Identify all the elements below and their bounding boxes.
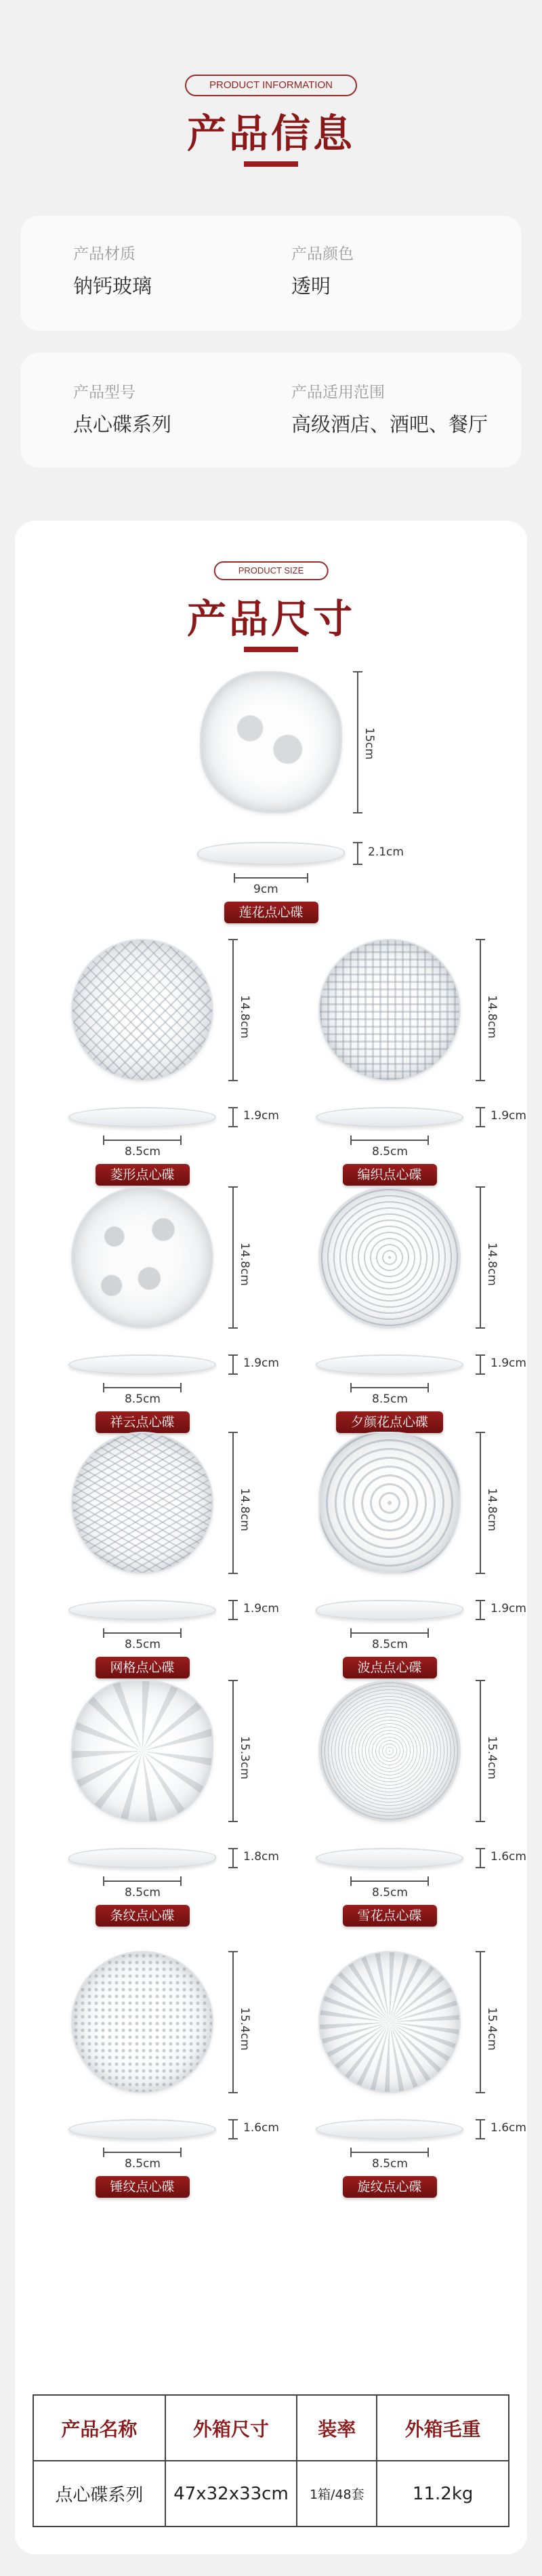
plate-5-height-line (232, 1600, 234, 1620)
plate-9-diameter-line (232, 1951, 234, 2093)
info-section-pill: PRODUCT INFORMATION (185, 75, 357, 96)
plate-7-name-badge: 条纹点心碟 (96, 1905, 190, 1927)
material-label: 产品材质 (73, 245, 136, 263)
size-section-pill: PRODUCT SIZE (214, 561, 329, 580)
plate-6-side-view (316, 1600, 463, 1620)
plate-0-width-text: 9cm (253, 883, 278, 896)
plate-4-diameter-line (480, 1186, 481, 1329)
plate-2-width-text: 8.5cm (372, 1145, 408, 1159)
plate-3-width-line (103, 1387, 182, 1388)
plate-7-height-text: 1.8cm (243, 1850, 279, 1864)
plate-5-width-line (103, 1632, 182, 1634)
plate-6-diameter-text: 14.8cm (485, 1488, 499, 1531)
plate-8-width-text: 8.5cm (372, 1886, 408, 1899)
plate-2-top-view (318, 939, 461, 1081)
plate-6-width-line (350, 1632, 429, 1634)
plate-9-height-text: 1.6cm (243, 2121, 279, 2135)
plate-1-name-badge: 菱形点心碟 (96, 1164, 190, 1186)
plate-3-side-view (68, 1354, 216, 1375)
plate-0-side-view (197, 842, 345, 865)
plate-10-diameter-text: 15.4cm (485, 2007, 499, 2051)
plate-8-height-text: 1.6cm (491, 1850, 526, 1864)
plate-9-diameter-text: 15.4cm (238, 2007, 251, 2051)
plate-10-height-text: 1.6cm (491, 2121, 526, 2135)
plate-9-height-line (232, 2119, 234, 2139)
plate-8-diameter-text: 15.4cm (485, 1736, 499, 1779)
plate-3-height-line (232, 1354, 234, 1375)
plate-4-name-badge: 夕颜花点心碟 (336, 1411, 443, 1433)
plate-8-height-line (480, 1848, 481, 1868)
header-carton-size: 外箱尺寸 (165, 2395, 297, 2461)
cell-carton-size: 47x32x33cm (165, 2461, 297, 2527)
plate-3-name-badge: 祥云点心碟 (96, 1411, 190, 1433)
plate-6-height-line (480, 1600, 481, 1620)
plate-0-diameter-text: 15cm (362, 727, 376, 760)
header-product-name: 产品名称 (33, 2395, 165, 2461)
plate-9-side-view (68, 2119, 216, 2139)
plate-4-diameter-text: 14.8cm (485, 1243, 499, 1286)
plate-10-name-badge: 旋纹点心碟 (343, 2176, 437, 2198)
plate-1-height-line (232, 1107, 234, 1127)
plate-8-top-view (318, 1680, 461, 1822)
plate-0-height-line (357, 842, 358, 865)
table-row (33, 2461, 509, 2527)
plate-1-diameter-line (232, 939, 234, 1081)
cell-packing-rate: 1箱/48套 (297, 2461, 377, 2527)
info-card-material-color (20, 216, 522, 331)
plate-5-height-text: 1.9cm (243, 1602, 279, 1615)
model-value: 点心碟系列 (73, 413, 172, 436)
plate-7-diameter-text: 15.3cm (238, 1736, 251, 1779)
plate-10-width-line (350, 2152, 429, 2153)
plate-10-top-view (318, 1951, 461, 2093)
plate-2-side-view (316, 1107, 463, 1127)
plate-4-height-text: 1.9cm (491, 1356, 526, 1370)
table-header-row (33, 2395, 509, 2461)
plate-1-width-text: 8.5cm (125, 1145, 161, 1159)
plate-5-side-view (68, 1600, 216, 1620)
plate-4-width-line (350, 1387, 429, 1388)
plate-7-top-view (71, 1680, 213, 1822)
plate-2-diameter-line (480, 939, 481, 1081)
model-label: 产品型号 (73, 384, 136, 401)
plate-0-height-text: 2.1cm (368, 845, 404, 859)
title-underline (244, 161, 298, 167)
scope-label: 产品适用范围 (291, 384, 385, 401)
scope-value: 高级酒店、酒吧、餐厅 (291, 413, 488, 436)
plate-6-height-text: 1.9cm (491, 1602, 526, 1615)
plate-1-width-line (103, 1140, 182, 1141)
plate-5-diameter-text: 14.8cm (238, 1488, 251, 1531)
plate-2-diameter-text: 14.8cm (485, 995, 499, 1039)
plate-6-top-view (318, 1432, 461, 1574)
plate-9-width-line (103, 2152, 182, 2153)
plate-10-diameter-line (480, 1951, 481, 2093)
plate-10-side-view (316, 2119, 463, 2139)
cell-gross-weight: 11.2kg (377, 2461, 509, 2527)
plate-3-diameter-line (232, 1186, 234, 1329)
size-section-title: 产品尺寸 (186, 596, 355, 642)
plate-3-diameter-text: 14.8cm (238, 1243, 251, 1286)
plate-9-top-view (71, 1951, 213, 2093)
plate-6-name-badge: 波点点心碟 (343, 1657, 437, 1678)
plate-8-name-badge: 雪花点心碟 (343, 1905, 437, 1927)
plate-8-width-line (350, 1880, 429, 1882)
plate-1-diameter-text: 14.8cm (238, 995, 251, 1039)
plate-5-width-text: 8.5cm (125, 1638, 161, 1651)
plate-2-height-line (480, 1107, 481, 1127)
cell-product-name: 点心碟系列 (33, 2461, 165, 2527)
plate-4-top-view (318, 1186, 461, 1329)
material-value: 钠钙玻璃 (73, 275, 152, 298)
plate-2-width-line (350, 1140, 429, 1141)
plate-5-top-view (71, 1432, 213, 1574)
plate-7-width-line (103, 1880, 182, 1882)
header-gross-weight: 外箱毛重 (377, 2395, 509, 2461)
plate-8-diameter-line (480, 1680, 481, 1822)
plate-4-height-line (480, 1354, 481, 1375)
plate-2-height-text: 1.9cm (491, 1109, 526, 1123)
header-packing-rate: 装率 (297, 2395, 377, 2461)
plate-7-diameter-line (232, 1680, 234, 1822)
color-label: 产品颜色 (291, 245, 354, 263)
plate-4-side-view (316, 1354, 463, 1375)
plate-9-name-badge: 锤纹点心碟 (96, 2176, 190, 2198)
plate-5-diameter-line (232, 1432, 234, 1574)
plate-9-width-text: 8.5cm (125, 2157, 161, 2171)
plate-5-name-badge: 网格点心碟 (96, 1657, 190, 1678)
color-value: 透明 (291, 275, 331, 298)
plate-7-side-view (68, 1848, 216, 1868)
plate-7-width-text: 8.5cm (125, 1886, 161, 1899)
plate-0-name-badge: 莲花点心碟 (224, 902, 318, 923)
plate-0-diameter-line (357, 671, 358, 813)
plate-4-width-text: 8.5cm (372, 1392, 408, 1406)
plate-1-side-view (68, 1107, 216, 1127)
plate-1-height-text: 1.9cm (243, 1109, 279, 1123)
plate-3-width-text: 8.5cm (125, 1392, 161, 1406)
plate-3-height-text: 1.9cm (243, 1356, 279, 1370)
spec-table (33, 2394, 509, 2527)
info-card-model-scope (20, 353, 522, 468)
info-section-title: 产品信息 (186, 110, 355, 157)
plate-6-diameter-line (480, 1432, 481, 1574)
title-underline-2 (244, 647, 298, 652)
plate-6-width-text: 8.5cm (372, 1638, 408, 1651)
plate-1-top-view (71, 939, 213, 1081)
plate-10-width-text: 8.5cm (372, 2157, 408, 2171)
plate-0-top-view (200, 671, 342, 813)
plate-10-height-line (480, 2119, 481, 2139)
plate-0-width-line (234, 877, 308, 879)
plate-8-side-view (316, 1848, 463, 1868)
plate-7-height-line (232, 1848, 234, 1868)
plate-3-top-view (71, 1186, 213, 1329)
plate-2-name-badge: 编织点心碟 (343, 1164, 437, 1186)
